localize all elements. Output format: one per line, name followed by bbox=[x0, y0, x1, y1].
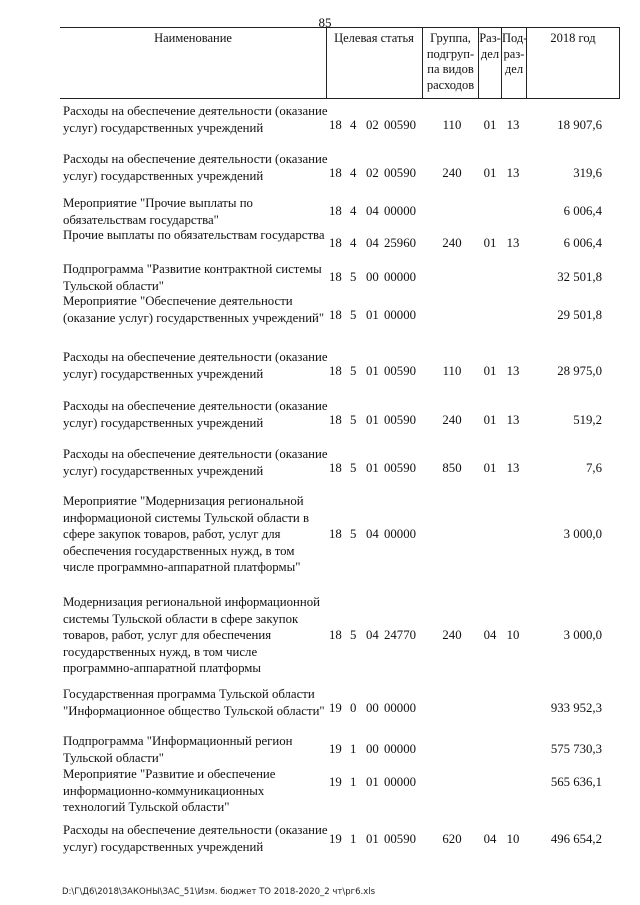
row-group: 110 bbox=[442, 364, 462, 378]
row-a: 19 bbox=[329, 742, 342, 756]
row-name: Мероприятие "Развитие и обеспечение информационно-коммуникационных технологий Тульской области" bbox=[63, 767, 276, 814]
row-d: 00590 bbox=[384, 832, 416, 846]
row-amount: 575 730,3 bbox=[550, 742, 602, 756]
row-b: 0 bbox=[350, 701, 357, 715]
row-d: 00590 bbox=[384, 413, 416, 427]
row-d: 00000 bbox=[384, 204, 416, 218]
row-c: 01 bbox=[366, 364, 379, 378]
row-a: 19 bbox=[329, 701, 342, 715]
row-b: 5 bbox=[350, 270, 357, 284]
header-group: Группа, подгруп- па видов расходов bbox=[426, 31, 475, 92]
row-c: 01 bbox=[366, 308, 379, 322]
row-amount: 3 000,0 bbox=[563, 527, 602, 541]
row-name: Государственная программа Тульской области "Информационное общество Тульской области" bbox=[63, 687, 325, 718]
row-subsection: 13 bbox=[506, 364, 520, 378]
row-b: 5 bbox=[350, 308, 357, 322]
row-b: 5 bbox=[350, 527, 357, 541]
row-c: 01 bbox=[366, 775, 379, 789]
row-a: 18 bbox=[329, 236, 342, 250]
row-d: 00000 bbox=[384, 527, 416, 541]
row-a: 19 bbox=[329, 775, 342, 789]
row-name: Расходы на обеспечение деятельности (оказание услуг) государственных учреждений bbox=[63, 350, 328, 381]
row-c: 01 bbox=[366, 413, 379, 427]
row-group: 620 bbox=[442, 832, 462, 846]
table-header bbox=[60, 27, 620, 99]
row-d: 00000 bbox=[384, 308, 416, 322]
row-d: 00590 bbox=[384, 364, 416, 378]
row-group: 110 bbox=[442, 118, 462, 132]
row-subsection: 13 bbox=[506, 461, 520, 475]
row-section: 01 bbox=[483, 118, 497, 132]
row-d: 00000 bbox=[384, 775, 416, 789]
row-a: 18 bbox=[329, 204, 342, 218]
row-b: 1 bbox=[350, 775, 357, 789]
row-d: 25960 bbox=[384, 236, 416, 250]
row-name: Мероприятие "Модернизация региональной информационой системы Тульской области в сфере закупок товаров, работ, услуг для обеспечения государственных нужд, в том числе программно-аппаратной платформы" bbox=[63, 494, 309, 574]
row-name: Расходы на обеспечение деятельности (оказание услуг) государственных учреждений bbox=[63, 152, 328, 183]
row-d: 00590 bbox=[384, 166, 416, 180]
row-section: 01 bbox=[483, 413, 497, 427]
row-a: 18 bbox=[329, 166, 342, 180]
row-amount: 28 975,0 bbox=[557, 364, 602, 378]
row-group: 240 bbox=[442, 166, 462, 180]
row-d: 00590 bbox=[384, 118, 416, 132]
row-a: 18 bbox=[329, 527, 342, 541]
row-section: 01 bbox=[483, 461, 497, 475]
page-number: 85 bbox=[318, 15, 332, 30]
row-group: 850 bbox=[442, 461, 462, 475]
row-d: 00590 bbox=[384, 461, 416, 475]
row-c: 00 bbox=[366, 701, 379, 715]
row-c: 01 bbox=[366, 832, 379, 846]
row-d: 24770 bbox=[384, 628, 416, 642]
row-a: 18 bbox=[329, 270, 342, 284]
row-c: 02 bbox=[366, 166, 379, 180]
row-d: 00000 bbox=[384, 270, 416, 284]
row-b: 4 bbox=[350, 166, 357, 180]
row-a: 18 bbox=[329, 118, 342, 132]
row-a: 18 bbox=[329, 461, 342, 475]
row-name: Расходы на обеспечение деятельности (оказание услуг) государственных учреждений bbox=[63, 447, 328, 478]
row-subsection: 10 bbox=[506, 628, 520, 642]
row-a: 19 bbox=[329, 832, 342, 846]
row-b: 5 bbox=[350, 413, 357, 427]
row-b: 4 bbox=[350, 204, 357, 218]
row-amount: 6 006,4 bbox=[563, 204, 602, 218]
row-name: Подпрограмма "Информационный регион Тульской области" bbox=[63, 734, 293, 765]
row-b: 4 bbox=[350, 118, 357, 132]
row-subsection: 13 bbox=[506, 236, 520, 250]
row-d: 00000 bbox=[384, 701, 416, 715]
row-group: 240 bbox=[442, 236, 462, 250]
row-amount: 6 006,4 bbox=[563, 236, 602, 250]
row-name: Мероприятие "Обеспечение деятельности (оказание услуг) государственных учреждений" bbox=[63, 294, 325, 325]
row-amount: 319,6 bbox=[573, 166, 602, 180]
row-amount: 496 654,2 bbox=[550, 832, 602, 846]
row-subsection: 10 bbox=[506, 832, 520, 846]
row-name: Расходы на обеспечение деятельности (оказание услуг) государственных учреждений bbox=[63, 823, 328, 854]
row-section: 01 bbox=[483, 166, 497, 180]
header-year: 2018 год bbox=[550, 31, 596, 45]
row-subsection: 13 bbox=[506, 118, 520, 132]
row-subsection: 13 bbox=[506, 166, 520, 180]
row-name: Подпрограмма "Развитие контрактной системы Тульской области" bbox=[63, 262, 322, 293]
row-amount: 565 636,1 bbox=[550, 775, 602, 789]
row-c: 01 bbox=[366, 461, 379, 475]
row-amount: 933 952,3 bbox=[550, 701, 602, 715]
row-name: Мероприятие "Прочие выплаты по обязательствам государства" bbox=[63, 196, 253, 227]
header-target: Целевая статья bbox=[334, 31, 414, 45]
row-a: 18 bbox=[329, 308, 342, 322]
row-name: Прочие выплаты по обязательствам государства bbox=[63, 228, 325, 242]
row-amount: 29 501,8 bbox=[557, 308, 602, 322]
row-section: 04 bbox=[483, 628, 497, 642]
row-c: 00 bbox=[366, 742, 379, 756]
row-section: 01 bbox=[483, 236, 497, 250]
row-amount: 32 501,8 bbox=[557, 270, 602, 284]
row-amount: 7,6 bbox=[586, 461, 602, 475]
row-c: 04 bbox=[366, 628, 379, 642]
row-b: 4 bbox=[350, 236, 357, 250]
row-name: Модернизация региональной информационной системы Тульской области в сфере закупок товаров, работ, услуг для обеспечения государственных нужд, в том числе программно-аппаратной платформы bbox=[63, 595, 320, 675]
row-section: 01 bbox=[483, 364, 497, 378]
row-a: 18 bbox=[329, 413, 342, 427]
row-b: 5 bbox=[350, 628, 357, 642]
row-c: 02 bbox=[366, 118, 379, 132]
row-c: 04 bbox=[366, 527, 379, 541]
row-amount: 519,2 bbox=[573, 413, 602, 427]
row-amount: 18 907,6 bbox=[557, 118, 602, 132]
row-name: Расходы на обеспечение деятельности (оказание услуг) государственных учреждений bbox=[63, 399, 328, 430]
row-b: 5 bbox=[350, 461, 357, 475]
row-c: 00 bbox=[366, 270, 379, 284]
file-path: D:\Г\Д6\2018\ЗАКОНЫ\ЗАС_51\Изм. бюджет ТО 2018-2020_2 чт\рг6.xls bbox=[62, 887, 376, 897]
header-subsection: Под- раз- дел bbox=[502, 31, 528, 76]
row-a: 18 bbox=[329, 628, 342, 642]
row-group: 240 bbox=[442, 628, 462, 642]
row-name: Расходы на обеспечение деятельности (оказание услуг) государственных учреждений bbox=[63, 104, 328, 135]
row-c: 04 bbox=[366, 204, 379, 218]
header-name: Наименование bbox=[154, 31, 232, 45]
row-group: 240 bbox=[442, 413, 462, 427]
row-b: 5 bbox=[350, 364, 357, 378]
row-b: 1 bbox=[350, 832, 357, 846]
row-a: 18 bbox=[329, 364, 342, 378]
row-b: 1 bbox=[350, 742, 357, 756]
header-section: Раз- дел bbox=[479, 31, 501, 61]
row-c: 04 bbox=[366, 236, 379, 250]
row-d: 00000 bbox=[384, 742, 416, 756]
row-amount: 3 000,0 bbox=[563, 628, 602, 642]
row-subsection: 13 bbox=[506, 413, 520, 427]
row-section: 04 bbox=[483, 832, 497, 846]
